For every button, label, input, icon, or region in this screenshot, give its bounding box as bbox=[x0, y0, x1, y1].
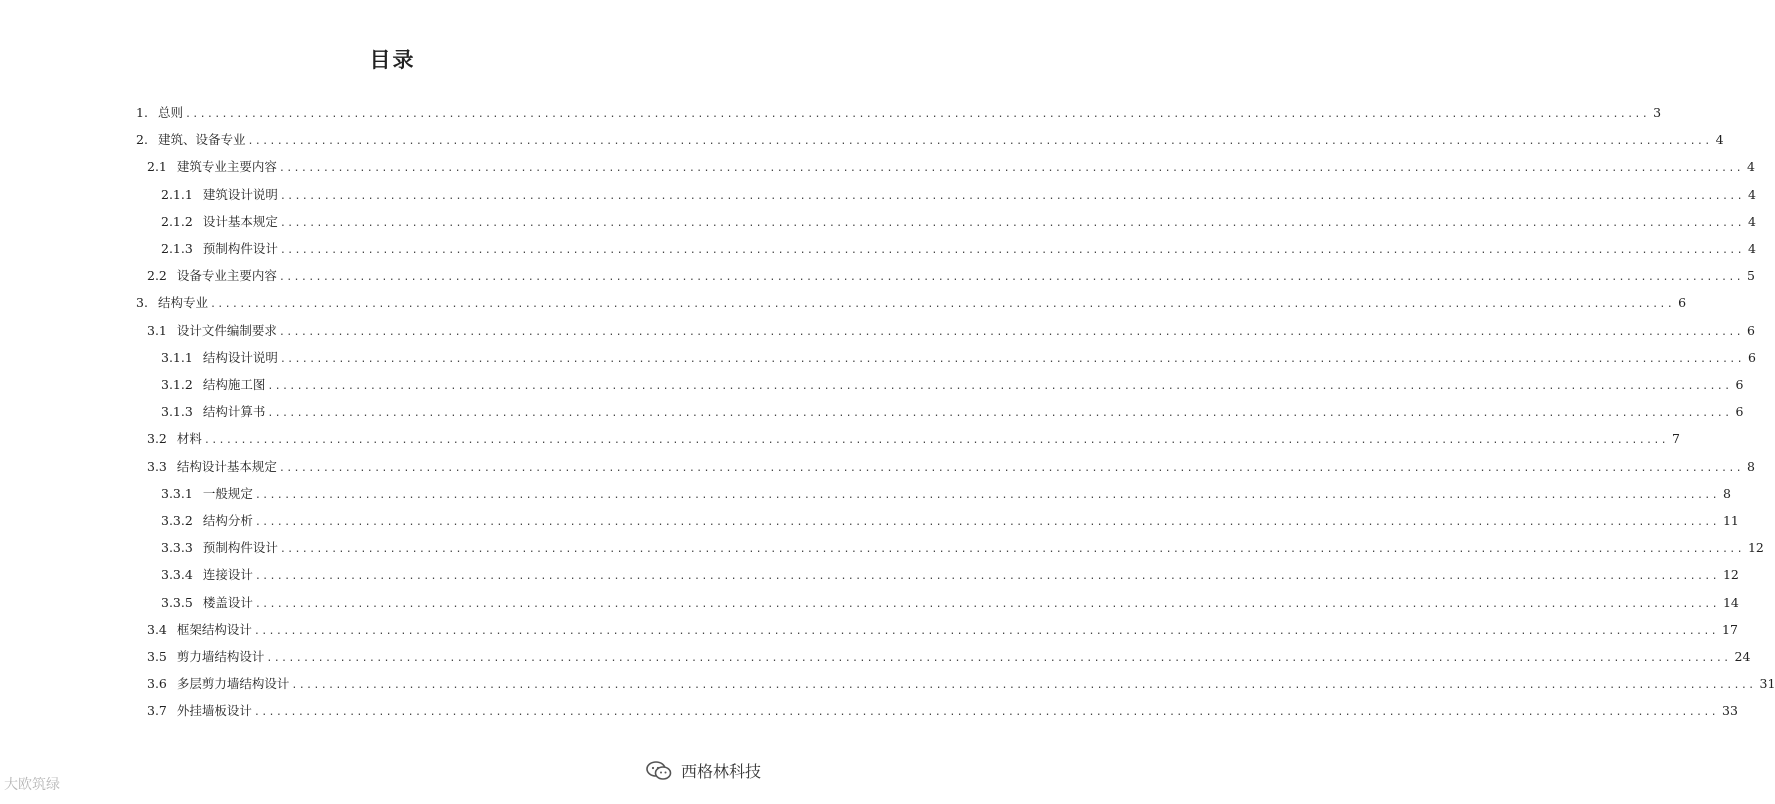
toc-entry-number: 2.1.2 bbox=[161, 213, 193, 229]
toc-entry-page: 33 bbox=[1722, 703, 1738, 719]
toc-entry-number: 2. bbox=[136, 132, 148, 148]
toc-leader-dots: ........................................................................................................................................................................................................ bbox=[184, 109, 1650, 120]
toc-leader-dots: ........................................................................................................................................................................................................ bbox=[253, 625, 1719, 637]
toc-entry-number: 3.4 bbox=[147, 621, 167, 637]
watermark-left-text: 大欧筑绿 bbox=[4, 777, 60, 793]
toc-entry-number: 3. bbox=[136, 295, 148, 311]
toc-entry-number: 2.1.3 bbox=[161, 241, 193, 256]
toc-leader-dots: ........................................................................................................................................................................................................ bbox=[266, 653, 1731, 664]
toc-entry[interactable] bbox=[161, 181, 1756, 208]
toc-entry-title: 剪力墙结构设计 bbox=[176, 649, 265, 664]
toc-leader-dots: ........................................................................................................................................................................................................ bbox=[247, 136, 1712, 148]
toc-leader-dots: ........................................................................................................................................................................................................ bbox=[254, 517, 1719, 528]
toc-leader-dots: ........................................................................................................................................................................................................ bbox=[279, 353, 1744, 365]
toc-entry-number: 3.3 bbox=[147, 458, 167, 474]
toc-leader-dots: ........................................................................................................................................................................................................ bbox=[253, 707, 1719, 719]
toc-entry-title: 总则 bbox=[157, 105, 183, 120]
toc-leader-dots: ........................................................................................................................................................................................................ bbox=[278, 326, 1744, 338]
toc-leader-dots: ........................................................................................................................................................................................................ bbox=[267, 381, 1732, 392]
toc-entry-number: 2.2 bbox=[147, 268, 167, 284]
toc-entry[interactable] bbox=[147, 616, 1738, 643]
toc-entry-page: 11 bbox=[1722, 513, 1739, 528]
toc-entry-page: 12 bbox=[1747, 540, 1764, 556]
toc-entry[interactable] bbox=[161, 208, 1756, 235]
toc-entry-page: 4 bbox=[1747, 186, 1756, 202]
toc-leader-dots: ........................................................................................................................................................................................................ bbox=[291, 680, 1756, 692]
wechat-icon bbox=[645, 760, 673, 782]
toc-entry-title: 结构施工图 bbox=[202, 377, 266, 392]
toc-leader-dots: ........................................................................................................................................................................................................ bbox=[278, 272, 1744, 284]
toc-entry[interactable] bbox=[161, 480, 1731, 507]
toc-entry-number: 3.3.5 bbox=[161, 594, 193, 610]
toc-leader-dots: ........................................................................................................................................................................................................ bbox=[203, 435, 1669, 447]
toc-entry-page: 4 bbox=[1747, 241, 1756, 256]
watermark-right bbox=[645, 759, 761, 782]
toc-leader-dots: ........................................................................................................................................................................................................ bbox=[254, 489, 1719, 501]
toc-entry[interactable] bbox=[147, 453, 1755, 480]
toc-entry-title: 多层剪力墙结构设计 bbox=[176, 676, 290, 692]
toc-entry-title: 结构设计基本规定 bbox=[176, 458, 277, 474]
toc-entry[interactable] bbox=[161, 371, 1744, 398]
toc-leader-dots: ........................................................................................................................................................................................................ bbox=[278, 163, 1744, 175]
toc-entry-number: 3.1.3 bbox=[161, 404, 193, 420]
toc-leader-dots: ........................................................................................................................................................................................................ bbox=[279, 190, 1744, 202]
toc-entry[interactable] bbox=[161, 507, 1739, 534]
toc-entry-page: 12 bbox=[1722, 567, 1739, 583]
toc-entry-page: 6 bbox=[1735, 404, 1744, 420]
toc-entry-page: 7 bbox=[1672, 431, 1680, 447]
toc-entry[interactable] bbox=[147, 317, 1755, 344]
toc-entry-page: 4 bbox=[1747, 213, 1756, 229]
page-title: 目录 bbox=[369, 48, 416, 72]
toc-entry-page: 6 bbox=[1735, 377, 1744, 392]
toc-entry-title: 设计文件编制要求 bbox=[176, 322, 277, 338]
toc-entry-title: 结构专业 bbox=[157, 295, 208, 311]
toc-entry-title: 预制构件设计 bbox=[202, 241, 278, 256]
toc-entry-title: 设计基本规定 bbox=[202, 213, 278, 229]
toc-entry[interactable] bbox=[161, 235, 1756, 262]
toc-entry-title: 一般规定 bbox=[202, 485, 253, 501]
toc-entry[interactable] bbox=[147, 670, 1775, 697]
toc-entry-page: 8 bbox=[1747, 458, 1755, 474]
toc-leader-dots: ........................................................................................................................................................................................................ bbox=[267, 408, 1732, 420]
toc-entry-number: 3.2 bbox=[147, 431, 167, 447]
toc-entry[interactable] bbox=[147, 425, 1680, 452]
toc-entry-title: 结构分析 bbox=[202, 513, 253, 528]
toc-entry-page: 5 bbox=[1747, 268, 1755, 284]
toc-entry-title: 框架结构设计 bbox=[176, 621, 252, 637]
toc-entry[interactable] bbox=[136, 289, 1687, 316]
watermark-right-text: 西格林科技 bbox=[680, 762, 761, 781]
toc-entry-number: 1. bbox=[136, 105, 148, 120]
toc-entry-number: 3.5 bbox=[147, 649, 167, 664]
toc-entry-page: 14 bbox=[1722, 594, 1739, 610]
toc-leader-dots: ........................................................................................................................................................................................................ bbox=[278, 462, 1744, 474]
toc-entry-title: 结构设计说明 bbox=[202, 349, 278, 365]
toc-entry-title: 预制构件设计 bbox=[202, 540, 278, 556]
toc-entry-title: 楼盖设计 bbox=[202, 594, 253, 610]
toc-entry-title: 建筑专业主要内容 bbox=[176, 159, 277, 175]
toc-entry-page: 6 bbox=[1747, 349, 1756, 365]
toc-entry-number: 3.3.2 bbox=[161, 513, 193, 528]
watermark-left bbox=[4, 774, 60, 794]
toc-entry-title: 结构计算书 bbox=[202, 404, 266, 420]
toc-leader-dots: ........................................................................................................................................................................................................ bbox=[254, 598, 1719, 610]
toc-entry-page: 6 bbox=[1747, 322, 1755, 338]
toc-entry[interactable] bbox=[147, 153, 1755, 180]
toc-leader-dots: ........................................................................................................................................................................................................ bbox=[279, 217, 1744, 229]
toc-leader-dots: ........................................................................................................................................................................................................ bbox=[279, 245, 1744, 256]
toc-entry[interactable] bbox=[161, 589, 1739, 616]
toc-entry-number: 3.3.3 bbox=[161, 540, 193, 556]
toc-entry-number: 2.1 bbox=[147, 159, 167, 175]
toc-entry-page: 4 bbox=[1715, 132, 1724, 148]
toc-entry[interactable] bbox=[136, 126, 1724, 153]
toc-entry[interactable] bbox=[161, 344, 1756, 371]
toc-entry-page: 17 bbox=[1722, 621, 1738, 637]
toc-entry[interactable] bbox=[161, 534, 1764, 561]
toc-entry[interactable] bbox=[136, 99, 1662, 126]
toc-entry-title: 建筑设计说明 bbox=[202, 186, 278, 202]
toc-entry-title: 外挂墙板设计 bbox=[176, 703, 252, 719]
toc-entry-page: 3 bbox=[1653, 105, 1662, 120]
toc-entry[interactable] bbox=[147, 262, 1755, 289]
toc-entry-page: 8 bbox=[1722, 485, 1731, 501]
toc-entry[interactable] bbox=[147, 643, 1751, 670]
toc-entry-title: 设备专业主要内容 bbox=[176, 268, 277, 284]
toc-leader-dots: ........................................................................................................................................................................................................ bbox=[209, 299, 1675, 311]
toc-entry-number: 2.1.1 bbox=[161, 186, 193, 202]
toc-entry[interactable] bbox=[161, 398, 1744, 425]
toc-entry-page: 6 bbox=[1678, 295, 1687, 311]
toc-entry-page: 4 bbox=[1747, 159, 1755, 175]
toc-entry-number: 3.7 bbox=[147, 703, 167, 719]
toc-leader-dots: ........................................................................................................................................................................................................ bbox=[279, 544, 1744, 556]
toc-entry-number: 3.1.1 bbox=[161, 349, 193, 365]
toc-entry-number: 3.1 bbox=[147, 322, 167, 338]
toc-entry-page: 31 bbox=[1759, 676, 1775, 692]
toc-entry-title: 建筑、设备专业 bbox=[157, 132, 246, 148]
toc-entry-title: 材料 bbox=[176, 431, 202, 447]
toc-leader-dots: ........................................................................................................................................................................................................ bbox=[254, 571, 1719, 583]
toc-entry-number: 3.3.1 bbox=[161, 485, 193, 501]
toc-entry[interactable] bbox=[147, 697, 1738, 724]
toc-entry[interactable] bbox=[161, 561, 1739, 588]
toc-entry-number: 3.3.4 bbox=[161, 567, 193, 583]
toc-entry-number: 3.1.2 bbox=[161, 377, 193, 392]
toc-entry-page: 24 bbox=[1734, 649, 1751, 664]
toc-entry-title: 连接设计 bbox=[202, 567, 253, 583]
toc-entry-number: 3.6 bbox=[147, 676, 167, 692]
